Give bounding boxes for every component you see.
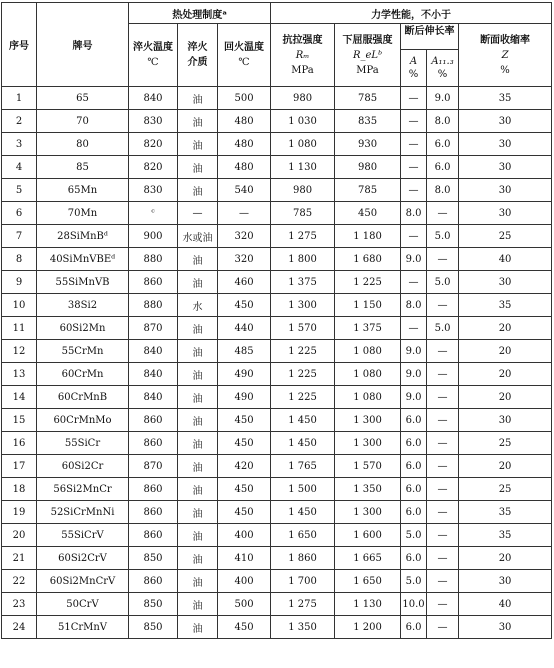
quench-medium-cell: 油 <box>178 455 218 478</box>
quench-temp-cell: ᶜ <box>129 202 178 225</box>
tensile-cell: 1 350 <box>271 616 335 639</box>
temper-temp-cell: 450 <box>218 478 271 501</box>
grade-cell: 60Si2Mn <box>37 317 129 340</box>
yield-label: 下屈服强度 <box>342 34 393 46</box>
elong-a113-cell: 5.0 <box>427 317 459 340</box>
tensile-cell: 1 800 <box>271 248 335 271</box>
elong-a113-cell: — <box>427 570 459 593</box>
temper-temp-unit: ℃ <box>238 57 250 68</box>
grade-cell: 55CrMn <box>37 340 129 363</box>
temper-temp-cell: 400 <box>218 524 271 547</box>
quench-temp-cell: 860 <box>129 478 178 501</box>
temper-temp-cell: 410 <box>218 547 271 570</box>
grade-cell: 56Si2MnCr <box>37 478 129 501</box>
seq-cell: 1 <box>2 87 37 110</box>
elong-a-cell: 9.0 <box>401 363 427 386</box>
grade-cell: 65Mn <box>37 179 129 202</box>
elong-a-cell: 8.0 <box>401 202 427 225</box>
yield-cell: 1 180 <box>335 225 401 248</box>
grade-cell: 65 <box>37 87 129 110</box>
elong-a113-cell: 6.0 <box>427 133 459 156</box>
table-row <box>2 432 552 455</box>
reduction-cell: 35 <box>459 501 552 524</box>
quench-medium-cell: 油 <box>178 133 218 156</box>
temper-temp-cell: 480 <box>218 156 271 179</box>
seq-cell: 11 <box>2 317 37 340</box>
reduction-cell: 20 <box>459 363 552 386</box>
quench-medium-cell: 油 <box>178 248 218 271</box>
temper-temp-cell: 450 <box>218 294 271 317</box>
table-row <box>2 547 552 570</box>
table-row <box>2 294 552 317</box>
yield-cell: 450 <box>335 202 401 225</box>
group-header-mechanical: 力学性能，不小于 <box>271 3 552 24</box>
yield-symbol: R_eLᵇ <box>352 49 383 61</box>
col-header-quench-temp <box>129 24 178 87</box>
seq-cell: 2 <box>2 110 37 133</box>
elong-a-cell: 6.0 <box>401 547 427 570</box>
yield-cell: 1 650 <box>335 570 401 593</box>
reduction-cell: 30 <box>459 271 552 294</box>
elong-a-cell: 9.0 <box>401 248 427 271</box>
temper-temp-label: 回火温度 <box>224 42 265 53</box>
elong-a113-cell: — <box>427 432 459 455</box>
tensile-symbol: Rₘ <box>295 49 310 61</box>
temper-temp-cell: 480 <box>218 133 271 156</box>
tensile-cell: 1 375 <box>271 271 335 294</box>
grade-cell: 55SiCrV <box>37 524 129 547</box>
reduction-unit: % <box>500 64 510 76</box>
elong-a-cell: 9.0 <box>401 340 427 363</box>
temper-temp-cell: 490 <box>218 386 271 409</box>
quench-medium-label-1: 淬火 <box>187 42 208 53</box>
reduction-cell: 35 <box>459 524 552 547</box>
grade-cell: 70Mn <box>37 202 129 225</box>
reduction-cell: 25 <box>459 478 552 501</box>
seq-cell: 8 <box>2 248 37 271</box>
yield-cell: 1 225 <box>335 271 401 294</box>
reduction-cell: 40 <box>459 593 552 616</box>
elong-a113-cell: — <box>427 501 459 524</box>
elong-a-cell: 6.0 <box>401 478 427 501</box>
reduction-cell: 30 <box>459 110 552 133</box>
reduction-cell: 20 <box>459 340 552 363</box>
seq-cell: 6 <box>2 202 37 225</box>
elong-a113-cell: — <box>427 547 459 570</box>
table-row <box>2 202 552 225</box>
elong-a113-cell: 5.0 <box>427 225 459 248</box>
quench-medium-cell: 油 <box>178 409 218 432</box>
reduction-cell: 30 <box>459 156 552 179</box>
grade-cell: 38Si2 <box>37 294 129 317</box>
elong-a-cell: — <box>401 133 427 156</box>
elong-a-cell: — <box>401 225 427 248</box>
table-row <box>2 179 552 202</box>
elong-a-cell: 6.0 <box>401 616 427 639</box>
temper-temp-cell: 450 <box>218 616 271 639</box>
table-row <box>2 409 552 432</box>
col-header-grade: 牌号 <box>37 3 129 87</box>
seq-cell: 12 <box>2 340 37 363</box>
yield-cell: 1 665 <box>335 547 401 570</box>
tensile-cell: 1 130 <box>271 156 335 179</box>
spring-steel-properties-table <box>1 2 552 639</box>
tensile-cell: 1 450 <box>271 501 335 524</box>
tensile-cell: 1 765 <box>271 455 335 478</box>
quench-temp-cell: 820 <box>129 156 178 179</box>
elong-a113-cell: — <box>427 409 459 432</box>
quench-medium-cell: 油 <box>178 179 218 202</box>
reduction-symbol: Z <box>501 49 509 61</box>
reduction-label: 断面收缩率 <box>480 34 531 46</box>
yield-cell: 785 <box>335 179 401 202</box>
table-row <box>2 386 552 409</box>
quench-temp-cell: 830 <box>129 110 178 133</box>
table-row <box>2 133 552 156</box>
reduction-cell: 30 <box>459 570 552 593</box>
grade-cell: 50CrV <box>37 593 129 616</box>
col-header-seq: 序号 <box>2 3 37 87</box>
quench-medium-cell: 油 <box>178 547 218 570</box>
tensile-cell: 785 <box>271 202 335 225</box>
table-row <box>2 478 552 501</box>
elong-a113-cell: 8.0 <box>427 110 459 133</box>
tensile-cell: 1 225 <box>271 363 335 386</box>
grade-cell: 40SiMnVBEᵈ <box>37 248 129 271</box>
temper-temp-cell: 480 <box>218 110 271 133</box>
table-row <box>2 271 552 294</box>
elong-a113-cell: — <box>427 363 459 386</box>
quench-temp-cell: 900 <box>129 225 178 248</box>
table-row <box>2 87 552 110</box>
table-row <box>2 455 552 478</box>
reduction-cell: 30 <box>459 409 552 432</box>
seq-cell: 18 <box>2 478 37 501</box>
grade-cell: 55SiMnVB <box>37 271 129 294</box>
yield-cell: 1 600 <box>335 524 401 547</box>
yield-cell: 1 350 <box>335 478 401 501</box>
tensile-cell: 980 <box>271 179 335 202</box>
elong-a-cell: 5.0 <box>401 570 427 593</box>
grade-cell: 60CrMnB <box>37 386 129 409</box>
quench-medium-cell: 油 <box>178 271 218 294</box>
grade-cell: 55SiCr <box>37 432 129 455</box>
temper-temp-cell: — <box>218 202 271 225</box>
temper-temp-cell: 440 <box>218 317 271 340</box>
table-row <box>2 363 552 386</box>
temper-temp-cell: 450 <box>218 409 271 432</box>
reduction-cell: 35 <box>459 294 552 317</box>
table-body <box>2 87 552 639</box>
col-header-temper-temp <box>218 24 271 87</box>
tensile-cell: 1 275 <box>271 225 335 248</box>
reduction-cell: 25 <box>459 225 552 248</box>
elong-a-cell: 6.0 <box>401 501 427 524</box>
tensile-cell: 1 080 <box>271 133 335 156</box>
group-header-heat-treatment: 热处理制度ᵃ <box>129 3 271 24</box>
quench-temp-unit: ℃ <box>147 57 159 68</box>
tensile-cell: 1 225 <box>271 386 335 409</box>
tensile-cell: 1 030 <box>271 110 335 133</box>
quench-temp-label: 淬火温度 <box>133 42 173 53</box>
quench-temp-cell: 870 <box>129 317 178 340</box>
quench-medium-cell: 水 <box>178 294 218 317</box>
quench-temp-cell: 870 <box>129 455 178 478</box>
col-header-reduction <box>459 24 552 87</box>
tensile-cell: 1 275 <box>271 593 335 616</box>
tensile-cell: 1 450 <box>271 409 335 432</box>
yield-cell: 1 300 <box>335 501 401 524</box>
table-row <box>2 501 552 524</box>
quench-temp-cell: 860 <box>129 501 178 524</box>
reduction-cell: 20 <box>459 317 552 340</box>
reduction-cell: 25 <box>459 432 552 455</box>
reduction-cell: 20 <box>459 455 552 478</box>
reduction-cell: 30 <box>459 616 552 639</box>
seq-cell: 21 <box>2 547 37 570</box>
elong-a-cell: — <box>401 271 427 294</box>
table-row <box>2 616 552 639</box>
quench-temp-cell: 840 <box>129 386 178 409</box>
elong-a113-cell: — <box>427 294 459 317</box>
yield-cell: 1 080 <box>335 340 401 363</box>
quench-temp-cell: 850 <box>129 616 178 639</box>
reduction-cell: 20 <box>459 386 552 409</box>
elong-a-cell: — <box>401 87 427 110</box>
quench-temp-cell: 830 <box>129 179 178 202</box>
elong-a-cell: 10.0 <box>401 593 427 616</box>
grade-cell: 60Si2MnCrV <box>37 570 129 593</box>
quench-medium-cell: 油 <box>178 570 218 593</box>
quench-medium-cell: 油 <box>178 317 218 340</box>
seq-cell: 10 <box>2 294 37 317</box>
quench-medium-cell: 油 <box>178 110 218 133</box>
group-header-elongation: 断后伸长率 <box>401 24 459 50</box>
table-row <box>2 156 552 179</box>
tensile-label: 抗拉强度 <box>282 34 323 46</box>
yield-cell: 1 300 <box>335 409 401 432</box>
quench-medium-cell: 油 <box>178 156 218 179</box>
seq-cell: 4 <box>2 156 37 179</box>
quench-medium-cell: 油 <box>178 478 218 501</box>
yield-cell: 1 570 <box>335 455 401 478</box>
elong-a113-cell: — <box>427 248 459 271</box>
tensile-cell: 1 860 <box>271 547 335 570</box>
elong-a113-cell: — <box>427 478 459 501</box>
table-row <box>2 524 552 547</box>
col-header-yield <box>335 24 401 87</box>
elong-a-cell: 9.0 <box>401 386 427 409</box>
tensile-cell: 1 500 <box>271 478 335 501</box>
table-row <box>2 225 552 248</box>
quench-temp-cell: 860 <box>129 409 178 432</box>
elong-a-cell: 8.0 <box>401 294 427 317</box>
elong-a-cell: 6.0 <box>401 432 427 455</box>
elong-a113-cell: — <box>427 593 459 616</box>
reduction-cell: 30 <box>459 179 552 202</box>
tensile-unit: MPa <box>291 64 314 76</box>
quench-medium-cell: 水或油 <box>178 225 218 248</box>
seq-cell: 3 <box>2 133 37 156</box>
quench-medium-cell: 油 <box>178 616 218 639</box>
grade-cell: 51CrMnV <box>37 616 129 639</box>
temper-temp-cell: 450 <box>218 432 271 455</box>
quench-medium-label-2: 介质 <box>187 57 208 68</box>
yield-cell: 835 <box>335 110 401 133</box>
seq-cell: 13 <box>2 363 37 386</box>
tensile-cell: 1 450 <box>271 432 335 455</box>
quench-temp-cell: 850 <box>129 547 178 570</box>
quench-medium-cell: 油 <box>178 593 218 616</box>
seq-cell: 16 <box>2 432 37 455</box>
seq-cell: 23 <box>2 593 37 616</box>
yield-cell: 1 200 <box>335 616 401 639</box>
temper-temp-cell: 320 <box>218 248 271 271</box>
seq-cell: 22 <box>2 570 37 593</box>
quench-medium-cell: 油 <box>178 363 218 386</box>
quench-medium-cell: 油 <box>178 386 218 409</box>
seq-cell: 19 <box>2 501 37 524</box>
col-header-quench-medium <box>178 24 218 87</box>
elong-a113-cell: — <box>427 386 459 409</box>
seq-cell: 7 <box>2 225 37 248</box>
yield-cell: 1 130 <box>335 593 401 616</box>
tensile-cell: 1 570 <box>271 317 335 340</box>
temper-temp-cell: 320 <box>218 225 271 248</box>
quench-temp-cell: 860 <box>129 271 178 294</box>
temper-temp-cell: 500 <box>218 593 271 616</box>
tensile-cell: 1 225 <box>271 340 335 363</box>
table-row <box>2 593 552 616</box>
reduction-cell: 35 <box>459 87 552 110</box>
table-row <box>2 340 552 363</box>
quench-medium-cell: 油 <box>178 432 218 455</box>
yield-cell: 1 375 <box>335 317 401 340</box>
col-header-tensile <box>271 24 335 87</box>
yield-cell: 1 080 <box>335 363 401 386</box>
col-header-elong-a <box>401 50 427 87</box>
elong-a-cell: 6.0 <box>401 455 427 478</box>
temper-temp-cell: 540 <box>218 179 271 202</box>
yield-cell: 1 300 <box>335 432 401 455</box>
quench-temp-cell: 860 <box>129 432 178 455</box>
grade-cell: 60Si2CrV <box>37 547 129 570</box>
elong-a113-cell: 9.0 <box>427 87 459 110</box>
yield-unit: MPa <box>356 64 379 76</box>
temper-temp-cell: 500 <box>218 87 271 110</box>
seq-cell: 5 <box>2 179 37 202</box>
table-row <box>2 317 552 340</box>
elong-a113-symbol: A₁₁.₃ <box>431 56 454 68</box>
reduction-cell: 30 <box>459 133 552 156</box>
quench-temp-cell: 850 <box>129 593 178 616</box>
seq-cell: 17 <box>2 455 37 478</box>
quench-temp-cell: 840 <box>129 87 178 110</box>
yield-cell: 1 680 <box>335 248 401 271</box>
seq-cell: 20 <box>2 524 37 547</box>
tensile-cell: 980 <box>271 87 335 110</box>
grade-cell: 80 <box>37 133 129 156</box>
elong-a-cell: 5.0 <box>401 524 427 547</box>
elong-a113-unit: % <box>437 69 448 81</box>
tensile-cell: 1 650 <box>271 524 335 547</box>
elong-a-cell: 6.0 <box>401 409 427 432</box>
quench-temp-cell: 820 <box>129 133 178 156</box>
reduction-cell: 30 <box>459 202 552 225</box>
quench-medium-cell: 油 <box>178 501 218 524</box>
temper-temp-cell: 460 <box>218 271 271 294</box>
grade-cell: 70 <box>37 110 129 133</box>
temper-temp-cell: 400 <box>218 570 271 593</box>
reduction-cell: 40 <box>459 248 552 271</box>
quench-temp-cell: 880 <box>129 248 178 271</box>
grade-cell: 60CrMnMo <box>37 409 129 432</box>
grade-cell: 85 <box>37 156 129 179</box>
elong-a-cell: — <box>401 156 427 179</box>
col-header-elong-a113 <box>427 50 459 87</box>
quench-medium-cell: 油 <box>178 340 218 363</box>
temper-temp-cell: 450 <box>218 501 271 524</box>
quench-medium-cell: — <box>178 202 218 225</box>
quench-temp-cell: 840 <box>129 363 178 386</box>
table-row <box>2 570 552 593</box>
elong-a-cell: — <box>401 317 427 340</box>
elong-a113-cell: 8.0 <box>427 179 459 202</box>
quench-temp-cell: 860 <box>129 570 178 593</box>
grade-cell: 60CrMn <box>37 363 129 386</box>
quench-temp-cell: 860 <box>129 524 178 547</box>
yield-cell: 1 150 <box>335 294 401 317</box>
seq-cell: 14 <box>2 386 37 409</box>
yield-cell: 1 080 <box>335 386 401 409</box>
quench-temp-cell: 880 <box>129 294 178 317</box>
quench-temp-cell: 840 <box>129 340 178 363</box>
elong-a113-cell: — <box>427 202 459 225</box>
elong-a-unit: % <box>408 69 419 81</box>
elong-a-cell: — <box>401 110 427 133</box>
seq-cell: 24 <box>2 616 37 639</box>
temper-temp-cell: 485 <box>218 340 271 363</box>
tensile-cell: 1 700 <box>271 570 335 593</box>
elong-a113-cell: — <box>427 616 459 639</box>
temper-temp-cell: 420 <box>218 455 271 478</box>
grade-cell: 52SiCrMnNi <box>37 501 129 524</box>
yield-cell: 930 <box>335 133 401 156</box>
yield-cell: 785 <box>335 87 401 110</box>
reduction-cell: 20 <box>459 547 552 570</box>
grade-cell: 60Si2Cr <box>37 455 129 478</box>
yield-cell: 980 <box>335 156 401 179</box>
elong-a-symbol: A <box>409 56 418 68</box>
temper-temp-cell: 490 <box>218 363 271 386</box>
elong-a-cell: — <box>401 179 427 202</box>
seq-cell: 15 <box>2 409 37 432</box>
elong-a113-cell: 5.0 <box>427 271 459 294</box>
table-row <box>2 248 552 271</box>
elong-a113-cell: — <box>427 524 459 547</box>
elong-a113-cell: — <box>427 455 459 478</box>
elong-a113-cell: 6.0 <box>427 156 459 179</box>
quench-medium-cell: 油 <box>178 524 218 547</box>
table-row <box>2 110 552 133</box>
quench-medium-cell: 油 <box>178 87 218 110</box>
grade-cell: 28SiMnBᵈ <box>37 225 129 248</box>
tensile-cell: 1 300 <box>271 294 335 317</box>
seq-cell: 9 <box>2 271 37 294</box>
elong-a113-cell: — <box>427 340 459 363</box>
